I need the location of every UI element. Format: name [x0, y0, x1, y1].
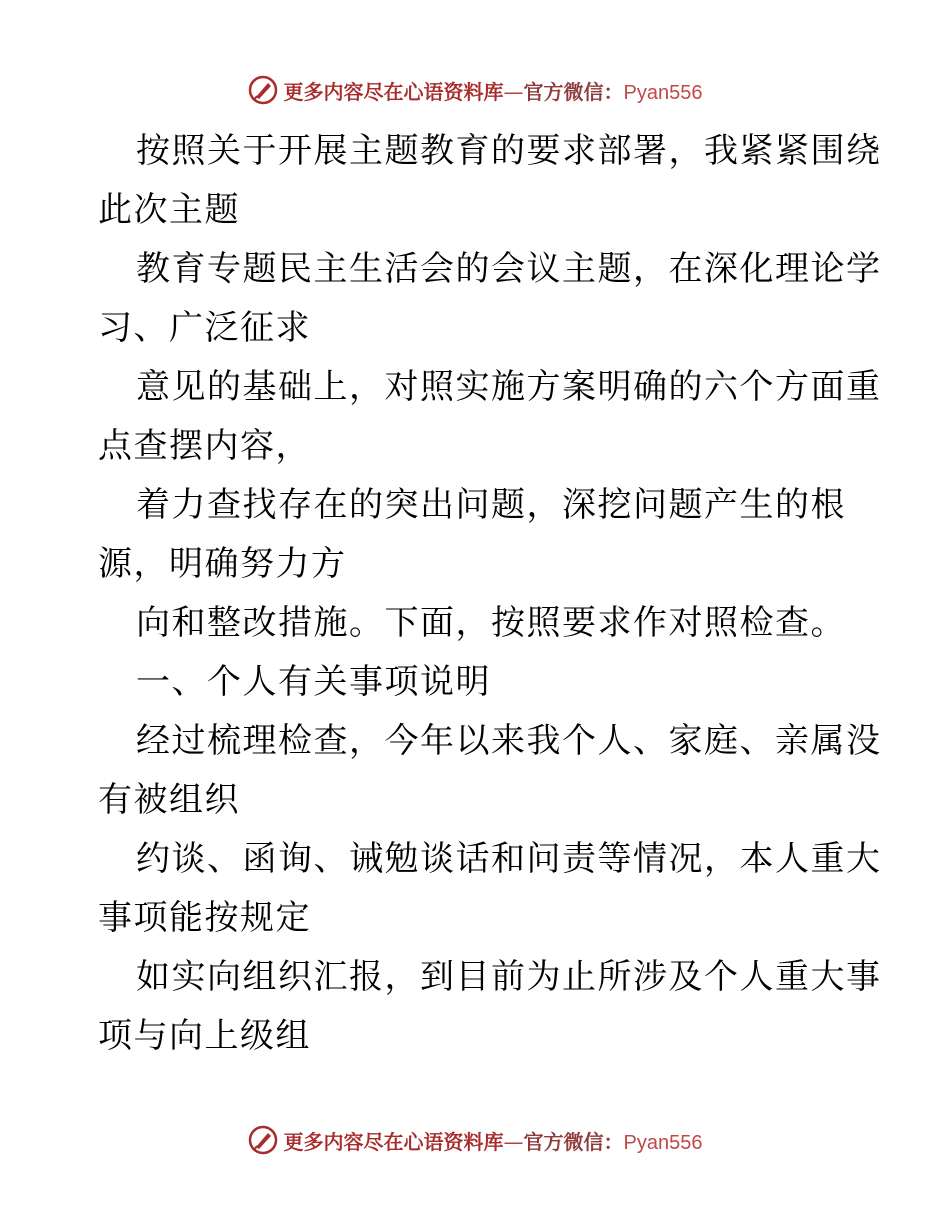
paragraph-line: 意见的基础上，对照实施方案明确的六个方面重 — [136, 367, 882, 407]
document-body — [98, 122, 882, 1066]
paragraph-line: 此次主题 — [98, 190, 240, 230]
paragraph-line: 源，明确努力方 — [98, 544, 347, 584]
banner-text — [284, 76, 703, 105]
paragraph-line: 向和整改措施。下面，按照要求作对照检查。 — [136, 603, 846, 643]
paragraph-line: 点查摆内容， — [98, 426, 311, 466]
paragraph-line: 有被组织 — [98, 780, 240, 820]
banner-brand: 更多内容尽在心语资料库 — [283, 79, 504, 104]
paragraph-line: 着力查找存在的突出问题，深挖问题产生的根 — [136, 485, 846, 525]
quill-logo-icon — [248, 75, 278, 105]
banner-wechat-label: 官方微信： — [523, 1129, 624, 1154]
paragraph-line: 习、广泛征求 — [98, 308, 311, 348]
paragraph-line: 如实向组织汇报，到目前为止所涉及个人重大事 — [136, 957, 882, 997]
banner-wechat-id: Pyan556 — [623, 1131, 703, 1154]
banner-wechat-id: Pyan556 — [623, 81, 703, 104]
banner-brand: 更多内容尽在心语资料库 — [283, 1129, 504, 1154]
quill-logo-icon — [248, 1125, 278, 1155]
header-banner — [0, 70, 950, 110]
paragraph-line: 约谈、函询、诫勉谈话和问责等情况，本人重大 — [136, 839, 882, 879]
paragraph-line: 事项能按规定 — [98, 898, 311, 938]
banner-separator: — — [503, 79, 524, 104]
banner-wechat-label: 官方微信： — [523, 79, 624, 104]
paragraph-line: 项与向上级组 — [98, 1016, 311, 1056]
paragraph-line: 按照关于开展主题教育的要求部署，我紧紧围绕 — [136, 131, 882, 171]
banner-text — [284, 1126, 703, 1155]
paragraph-line: 教育专题民主生活会的会议主题，在深化理论学 — [136, 249, 882, 289]
banner-separator: — — [503, 1129, 524, 1154]
footer-banner — [0, 1120, 950, 1160]
paragraph-line: 一、个人有关事项说明 — [136, 662, 491, 702]
paragraph-line: 经过梳理检查，今年以来我个人、家庭、亲属没 — [136, 721, 882, 761]
